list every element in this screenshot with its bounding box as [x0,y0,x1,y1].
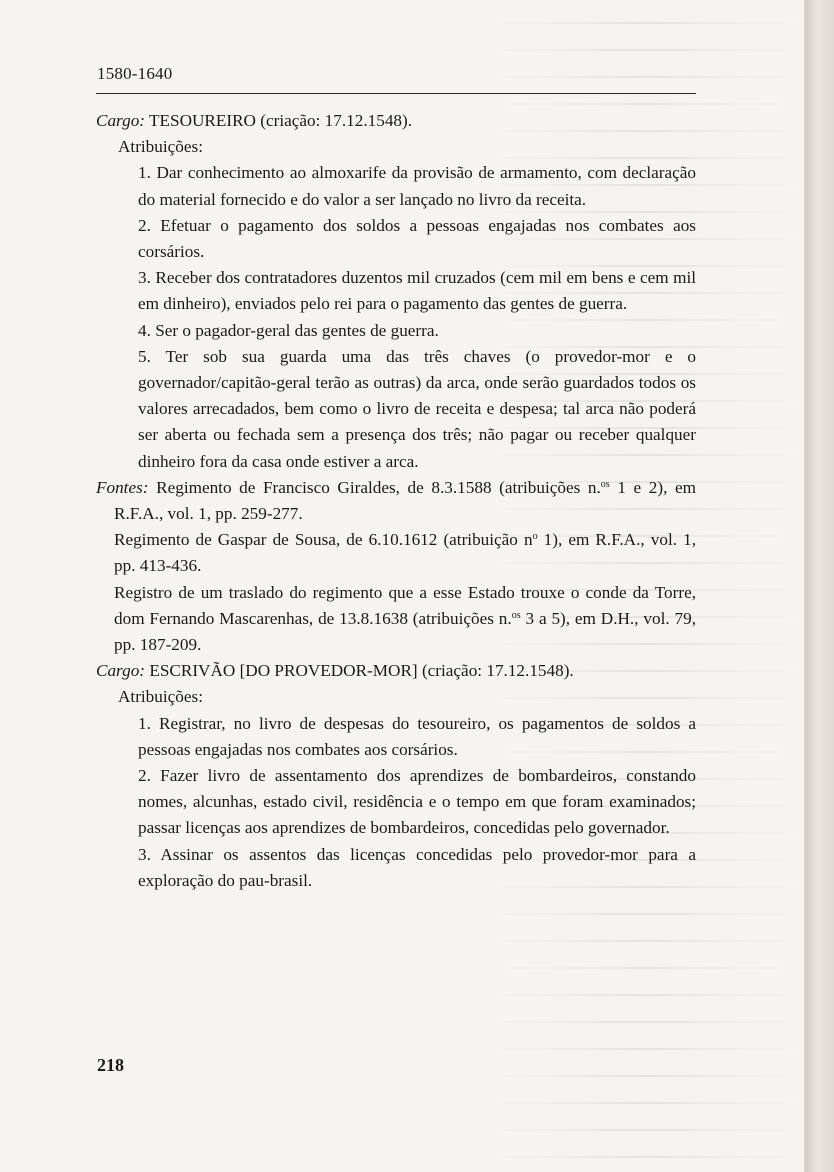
source-superscript: os [600,478,610,490]
running-head: 1580-1640 [97,64,173,83]
attribution-item: 2. Efetuar o pagamento dos soldos a pessoas engajadas nos combates aos corsários. [138,215,696,262]
source-text: Regimento de Gaspar de Sousa, de 6.10.1612 (atribuição n [114,530,533,550]
source-superscript: os [511,609,521,621]
source-text: 1), em R.F.A., vol. 1, pp. 413-436. [114,530,696,576]
source-text: Registro de um traslado do regimento que a esse Estado trouxe o conde da Torre, dom Fernando Mascarenhas, de 13.8.1638 (atribuições n. [114,582,696,628]
source-entry [96,475,696,527]
sources-label: Fontes: [96,477,149,497]
cargo-heading-escrivao [96,658,696,684]
attribution-item: 4. Ser o pagador-geral das gentes de guerra. [138,320,439,340]
attribution-item: 3. Assinar os assentos das licenças concedidas pelo provedor-mor para a exploração do pau-brasil. [138,844,696,890]
source-entry [96,527,696,579]
attribution-item: 3. Receber dos contratadores duzentos mil cruzados (cem mil em bens e cem mil em dinheiro), enviados pelo rei para o pagamento das gentes de guerra. [138,268,696,314]
source-superscript: o [532,531,538,543]
attribution-item: 1. Dar conhecimento ao almoxarife da provisão de armamento, com declaração do material fornecido e do valor a ser lançado no livro da receita. [138,163,696,209]
source-text: 3 a 5), em D.H., vol. 79, pp. 187-209. [114,608,696,655]
source-entry [96,580,696,659]
cargo-label: Cargo: [96,111,146,130]
cargo-title: TESOUREIRO (criação: 17.12.1548). [145,111,413,130]
page-edge [806,0,834,1172]
page-number: 218 [97,1055,124,1075]
source-text: 1 e 2), em R.F.A., vol. 1, pp. 259-277. [114,477,696,524]
attributions-label: Atribuições: [118,687,203,707]
attribution-item: 2. Fazer livro de assentamento dos aprendizes de bombardeiros, constando nomes, alcunhas, estado civil, residência e o tempo em que foram examinados; passar licenças aos aprendizes de bombardeiros, concedidas pelo governador. [138,766,696,838]
attribution-item: 1. Registrar, no livro de despesas do tesoureiro, os pagamentos de soldos a pessoas engajadas nos combates aos corsários. [138,713,696,759]
cargo-heading-tesoureiro [96,108,696,134]
page-body [96,108,696,894]
cargo-title: ESCRIVÃO [DO PROVEDOR-MOR] (criação: 17.12.1548). [145,661,574,681]
header-rule [96,93,696,94]
cargo-label: Cargo: [96,661,146,681]
attribution-item: 5. Ter sob sua guarda uma das três chaves (o provedor-mor e o governador/capitão-geral terão as outras) da arca, onde serão guardados todos os valores arrecadados, bem como o livro de receita e despesa; tal arca não poderá ser aberta ou fechada sem a presença dos três; não pagar ou receber qualquer dinheiro fora da casa onde estiver a arca. [138,346,696,471]
source-text: Regimento de Francisco Giraldes, de 8.3.1588 (atribuições n. [148,477,601,497]
attributions-label: Atribuições: [118,137,203,157]
